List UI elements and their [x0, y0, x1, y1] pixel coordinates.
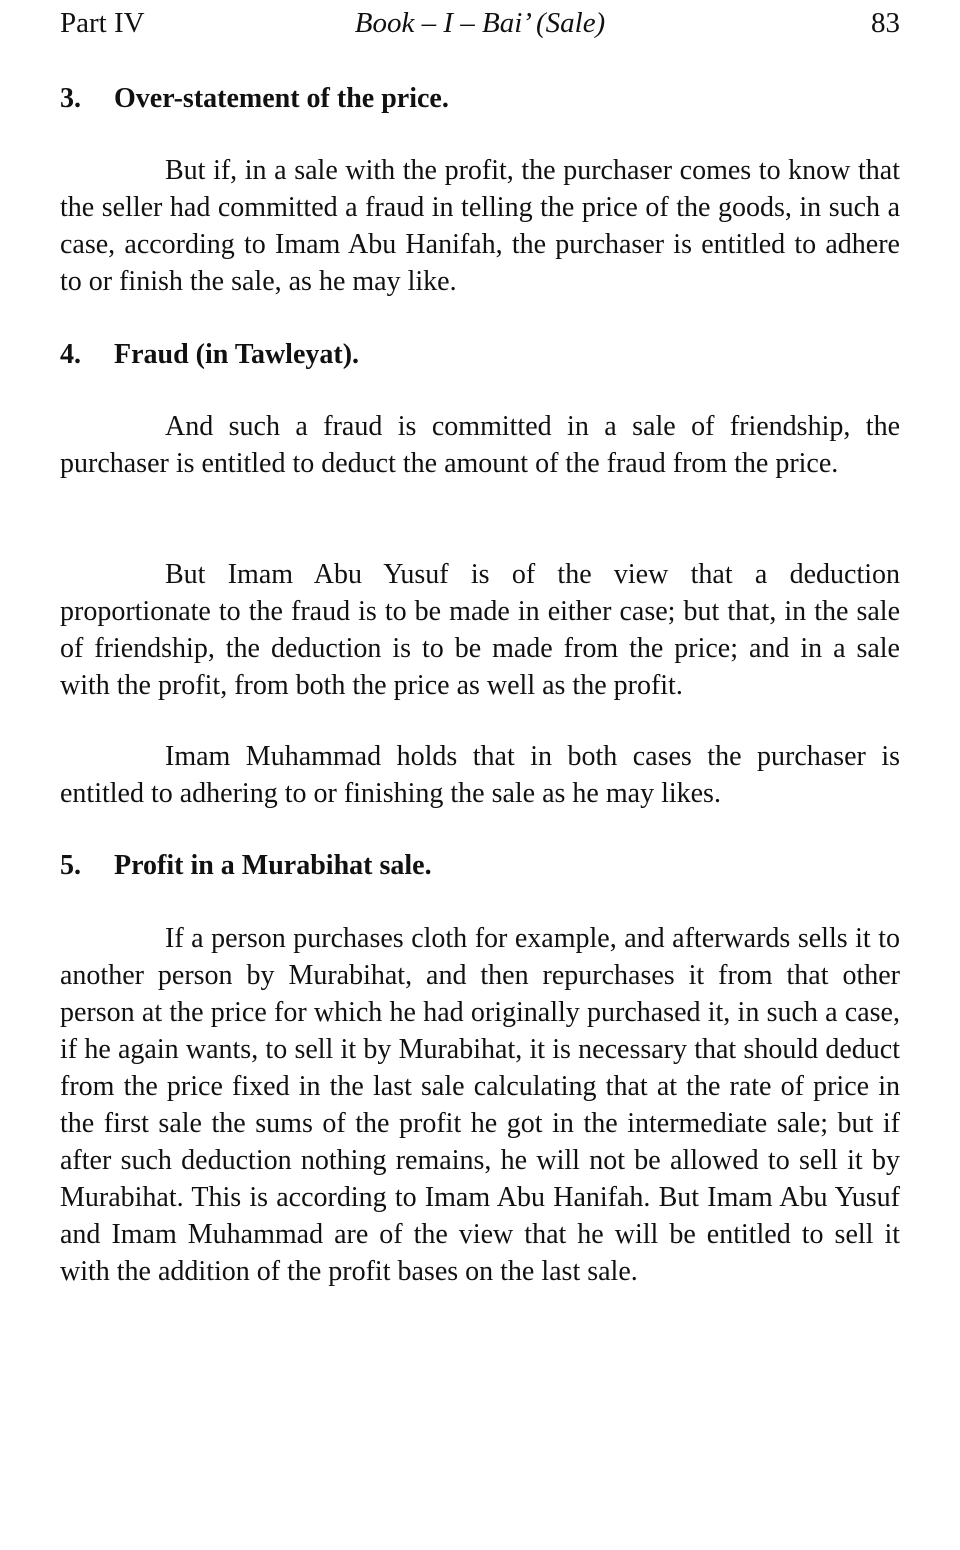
section-4-paragraph-2: But Imam Abu Yusuf is of the view that a deduction proportionate to the fraud is to be made in either case; but that, in the sale of friendship, the deduction is to be made from the price; and in a sale with the profit, from both the price as well as the profit. — [60, 559, 900, 701]
section-heading-4 — [60, 336, 900, 373]
section-title: Over-statement of the price. — [114, 83, 449, 114]
section-5-paragraph-1: If a person purchases cloth for example, and afterwards sells it to another person by Murabihat, and then repurchases it from that other person at the price for which he had originally purchased it, in such a case, if he again wants, to sell it by Murabihat, it is necessary that should deduct from the price fixed in the last sale calculating that at the rate of price in the first sale the sums of the profit he got in the intermediate sale; but if after such deduction nothing remains, he will not be allowed to sell it by Murabihat. This is according to Imam Abu Hanifah. But Imam Abu Yusuf and Imam Muhammad are of the view that he will be entitled to sell it with the addition of the profit bases on the last sale. — [60, 923, 900, 1287]
book-page — [60, 0, 900, 1290]
section-number: 3. — [60, 83, 81, 114]
running-header — [60, 0, 900, 46]
section-title: Fraud (in Tawleyat). — [114, 339, 360, 370]
section-4-paragraph-3: Imam Muhammad holds that in both cases the purchaser is entitled to adhering to or finishing the sale as he may likes. — [60, 741, 900, 809]
book-title: Book – I – Bai’ (Sale) — [354, 7, 606, 39]
section-number: 4. — [60, 339, 81, 370]
section-heading-5 — [60, 847, 900, 884]
section-title: Profit in a Murabihat sale. — [114, 850, 432, 881]
page-number: 83 — [871, 7, 900, 39]
part-label: Part IV — [60, 7, 145, 39]
section-number: 5. — [60, 850, 81, 881]
section-3-paragraph-1: But if, in a sale with the profit, the purchaser comes to know that the seller had committed a fraud in telling the price of the goods, in such a case, according to Imam Abu Hanifah, the purchaser is entitled to adhere to or finish the sale, as he may like. — [60, 155, 900, 297]
section-4-paragraph-1: And such a fraud is committed in a sale of friendship, the purchaser is entitled to deduct the amount of the fraud from the price. — [60, 411, 900, 479]
section-heading-3 — [60, 80, 900, 117]
